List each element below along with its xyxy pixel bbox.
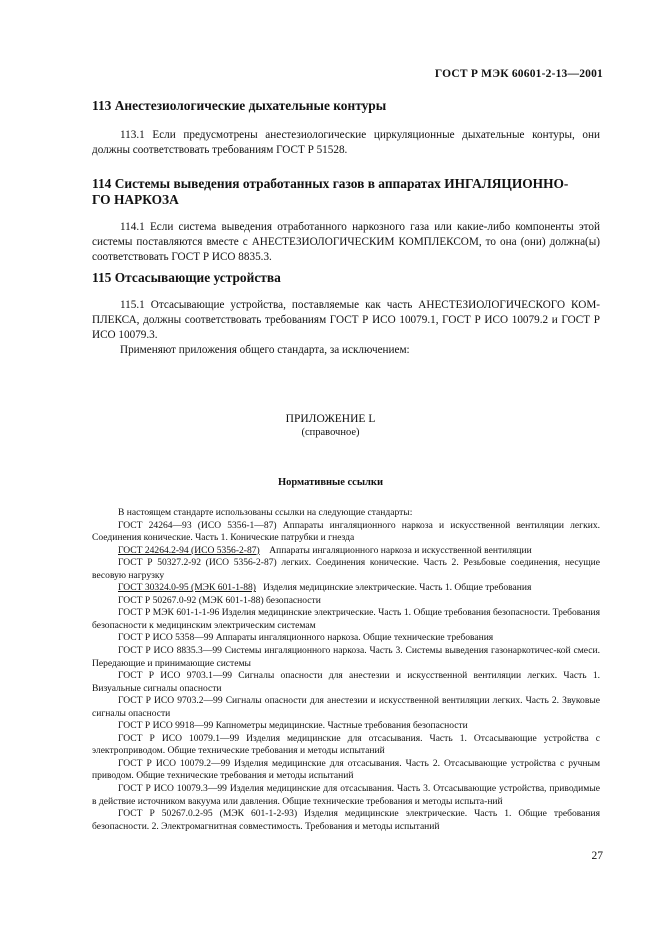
reference-code-underlined: ГОСТ 30324.0-95 (МЭК 601-1-88) — [118, 582, 256, 594]
section-115-paragraph: 115.1 Отсасывающие устройства, поставляемые как часть АНЕСТЕЗИОЛОГИЧЕСКОГО КОМ-ПЛЕКСА, должны соответствовать требованиям ГОСТ Р ИСО 10079.1, ГОСТ Р ИСО 10079.2 и ГОСТ Р ИСО 10079.3. — [92, 299, 600, 341]
references-intro: В настоящем стандарте использованы ссылки на следующие стандарты: — [118, 507, 413, 518]
reference-item: ГОСТ Р ИСО 10079.2—99 Изделия медицинские для отсасывания. Часть 2. Отсасывающие устройства с ручным приводом. Общие технические требования и методы испытаний — [92, 757, 600, 782]
section-114-title-line1: 114 Системы выведения отработанных газов в аппаратах ИНГАЛЯЦИОННО- — [92, 176, 569, 191]
section-114-title — [92, 176, 602, 208]
reference-item — [92, 545, 600, 558]
references-title: Нормативные ссылки — [277, 477, 384, 488]
section-115-note: Применяют приложения общего стандарта, за исключением: — [120, 344, 410, 356]
reference-item: ГОСТ Р 50327.2-92 (ИСО 5356-2-87) легких. Соединения конические. Часть 2. Резьбовые соединения, несущие весовую нагрузку — [92, 557, 600, 581]
reference-item: ГОСТ Р 50267.0-92 (МЭК 601-1-88) безопасности — [118, 594, 321, 606]
reference-item: ГОСТ Р ИСО 10079.1—99 Изделия медицинские для отсасывания. Часть 1. Отсасывающие устройства с электроприводом. Общие технические требования и методы испытаний — [92, 732, 600, 757]
references-list — [92, 507, 600, 833]
appendix-subtitle: (справочное) — [301, 427, 360, 438]
reference-text: Изделия медицинские электрические. Часть 1. Общие требования — [263, 582, 532, 594]
page-header-code: ГОСТ Р МЭК 60601-2-13—2001 — [434, 68, 603, 80]
section-115-title: 115 Отсасывающие устройства — [92, 270, 281, 285]
section-114-paragraph: 114.1 Если система выведения отработанного наркозного газа или какие-либо компоненты этой системы поставляются вместе с АНЕСТЕЗИОЛОГИЧЕСКИМ КОМПЛЕКСОМ, то она (они) должна(ы) соответствовать ГОСТ Р ИСО 8835.3. — [92, 221, 600, 263]
reference-item: ГОСТ Р ИСО 9703.1—99 Сигналы опасности для анестезии и искусственной вентиляции легких. Часть 1. Визуальные сигналы опасности — [92, 670, 600, 694]
reference-item: ГОСТ Р ИСО 10079.3—99 Изделия медицинские для отсасывания. Часть 3. Отсасывающие устройства, приводимые в действие источником вакуума или давления. Общие технические требования и методы испыта-ний — [92, 783, 600, 807]
section-114-title-line2: ГО НАРКОЗА — [92, 192, 179, 207]
section-113-title: 113 Анестезиологические дыхательные контуры — [92, 98, 387, 113]
reference-text: Аппараты ингаляционного наркоза и искусственной вентиляции — [269, 544, 532, 556]
page-number: 27 — [591, 850, 603, 862]
reference-item — [92, 582, 600, 595]
reference-item: ГОСТ Р ИСО 5358—99 Аппараты ингаляционного наркоза. Общие технические требования — [118, 632, 494, 644]
section-113-paragraph: 113.1 Если предусмотрены анестезиологические циркуляционные дыхательные контуры, они должны соответствовать требованиям ГОСТ Р 51528. — [92, 129, 600, 156]
reference-item: ГОСТ Р ИСО 9703.2—99 Сигналы опасности для анестезии и искусственной вентиляции легких. Часть 2. Звуковые сигналы опасности — [92, 695, 600, 719]
reference-code-underlined: ГОСТ 24264.2-94 (ИСО 5356-2-87) — [118, 544, 260, 556]
reference-item: ГОСТ Р ИСО 9918—99 Капнометры медицинские. Частные требования безопасности — [118, 720, 468, 732]
reference-item: ГОСТ Р ИСО 8835.3—99 Системы ингаляционного наркоза. Часть 3. Системы выведения газонаркотичес-кой смеси. Передающие и принимающие системы — [92, 645, 600, 669]
reference-item: ГОСТ Р МЭК 601-1-1-96 Изделия медицинские электрические. Часть 1. Общие требования безопасности. Требования безопасности к медицинским электрическим системам — [92, 607, 600, 631]
appendix-title: ПРИЛОЖЕНИЕ L — [285, 413, 376, 425]
reference-item: ГОСТ Р 50267.0.2-95 (МЭК 601-1-2-93) Изделия медицинские электрические. Часть 1. Общие требования безопасности. 2. Электромагнитная совместимость. Требования и методы испытаний — [92, 808, 600, 832]
reference-item: ГОСТ 24264—93 (ИСО 5356-1—87) Аппараты ингаляционного наркоза и искусственной вентиляции легких. Соединения конические. Часть 1. Конические патрубки и гнезда — [92, 519, 600, 544]
